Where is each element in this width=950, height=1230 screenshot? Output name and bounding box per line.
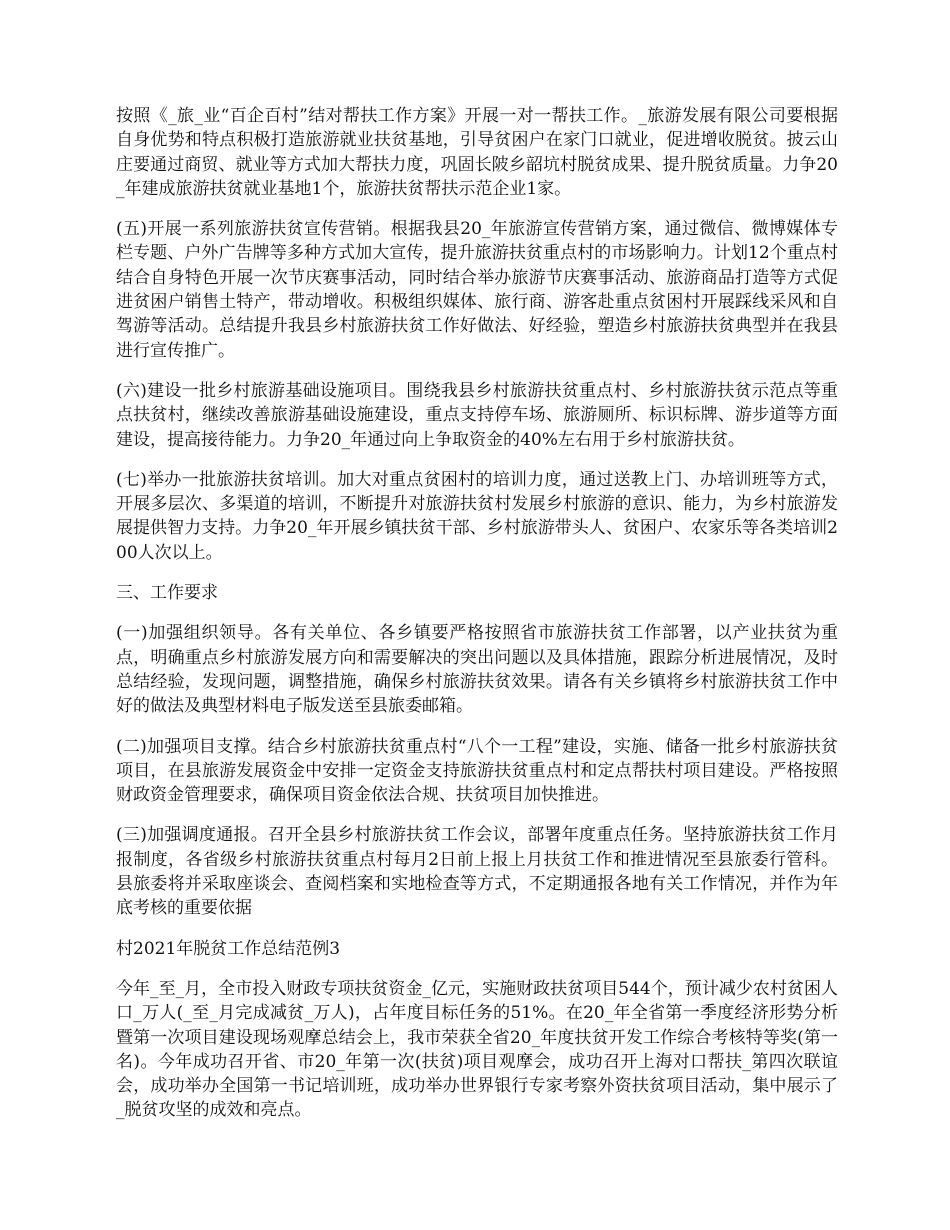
paragraph-publicity-marketing: (五)开展一系列旅游扶贫宣传营销。根据我县20_年旅游宣传营销方案，通过微信、微博媒体专栏专题、户外广告牌等多种方式加大宣传，提升旅游扶贫重点村的市场影响力。计划12个重点村结合自身特色开展一次节庆赛事活动，同时结合举办旅游节庆赛事活动、旅游商品打造等方式促进贫困户销售土特产，带动增收。积极组织媒体、旅行商、游客赴重点贫困村开展踩线采风和自驾游等活动。总结提升我县乡村旅游扶贫工作好做法、好经验，塑造乡村旅游扶贫典型并在我县进行宣传推广。 <box>116 219 838 361</box>
paragraph-training: (七)举办一批旅游扶贫培训。加大对重点贫困村的培训力度，通过送教上门、办培训班等方式，开展多层次、多渠道的培训，不断提升对旅游扶贫村发展乡村旅游的意识、能力，为乡村旅游发展提供智力支持。力争20_年开展乡镇扶贫干部、乡村旅游带头人、贫困户、农家乐等各类培训200人次以上。 <box>116 469 838 563</box>
paragraph-reporting: (三)加强调度通报。召开全县乡村旅游扶贫工作会议，部署年度重点任务。坚持旅游扶贫工作月报制度，各省级乡村旅游扶贫重点村每月2日前上报上月扶贫工作和推进情况至县旅委行管科。县旅委将并采取座谈会、查阅档案和实地检查等方式，不定期通报各地有关工作情况，并作为年底考核的重要依据 <box>116 825 838 919</box>
paragraph-infrastructure: (六)建设一批乡村旅游基础设施项目。围绕我县乡村旅游扶贫重点村、乡村旅游扶贫示范点等重点扶贫村，继续改善旅游基础设施建设，重点支持停车场、旅游厕所、标识标牌、游步道等方面建设，提高接待能力。力争20_年通过向上争取资金的40%左右用于乡村旅游扶贫。 <box>116 380 838 450</box>
paragraph-organization: (一)加强组织领导。各有关单位、各乡镇要严格按照省市旅游扶贫工作部署，以产业扶贫为重点，明确重点乡村旅游发展方向和需要解决的突出问题以及具体措施，跟踪分析进展情况，及时总结经验，发现问题，调整措施，确保乡村旅游扶贫效果。请各有关乡镇将乡村旅游扶贫工作中好的做法及典型材料电子版发送至县旅委邮箱。 <box>116 623 838 717</box>
section-heading-example-3: 村2021年脱贫工作总结范例3 <box>116 938 341 959</box>
section-heading-work-requirements: 三、工作要求 <box>116 583 218 604</box>
paragraph-project-support: (二)加强项目支撑。结合乡村旅游扶贫重点村“八个一工程”建设，实施、储备一批乡村旅游扶贫项目，在县旅游发展资金中安排一定资金支持旅游扶贫重点村和定点帮扶村项目建设。严格按照财政资金管理要求，确保项目资金依法合规、扶贫项目加快推进。 <box>116 736 838 806</box>
document-body <box>116 104 838 1139</box>
paragraph-annual-summary: 今年_至_月，全市投入财政专项扶贫资金_亿元，实施财政扶贫项目544个，预计减少农村贫困人口_万人(_至_月完成减贫_万人)，占年度目标任务的51%。在20_年全省第一季度经济形势分析暨第一次项目建设现场观摩总结会上，我市荣获全省20_年度扶贫开发工作综合考核特等奖(第一名)。今年成功召开省、市20_年第一次(扶贫)项目观摩会，成功召开上海对口帮扶_第四次联谊会，成功举办全国第一书记培训班，成功举办世界银行专家考察外资扶贫项目活动，集中展示了_脱贫攻坚的成效和亮点。 <box>116 978 838 1121</box>
paragraph-tourism-partnership: 按照《_旅_业“百企百村”结对帮扶工作方案》开展一对一帮扶工作。_旅游发展有限公司要根据自身优势和特点积极打造旅游就业扶贫基地，引导贫困户在家门口就业，促进增收脱贫。披云山庄要通过商贸、就业等方式加大帮扶力度，巩固长陂乡韶坑村脱贫成果、提升脱贫质量。力争20_年建成旅游扶贫就业基地1个，旅游扶贫帮扶示范企业1家。 <box>116 106 838 199</box>
